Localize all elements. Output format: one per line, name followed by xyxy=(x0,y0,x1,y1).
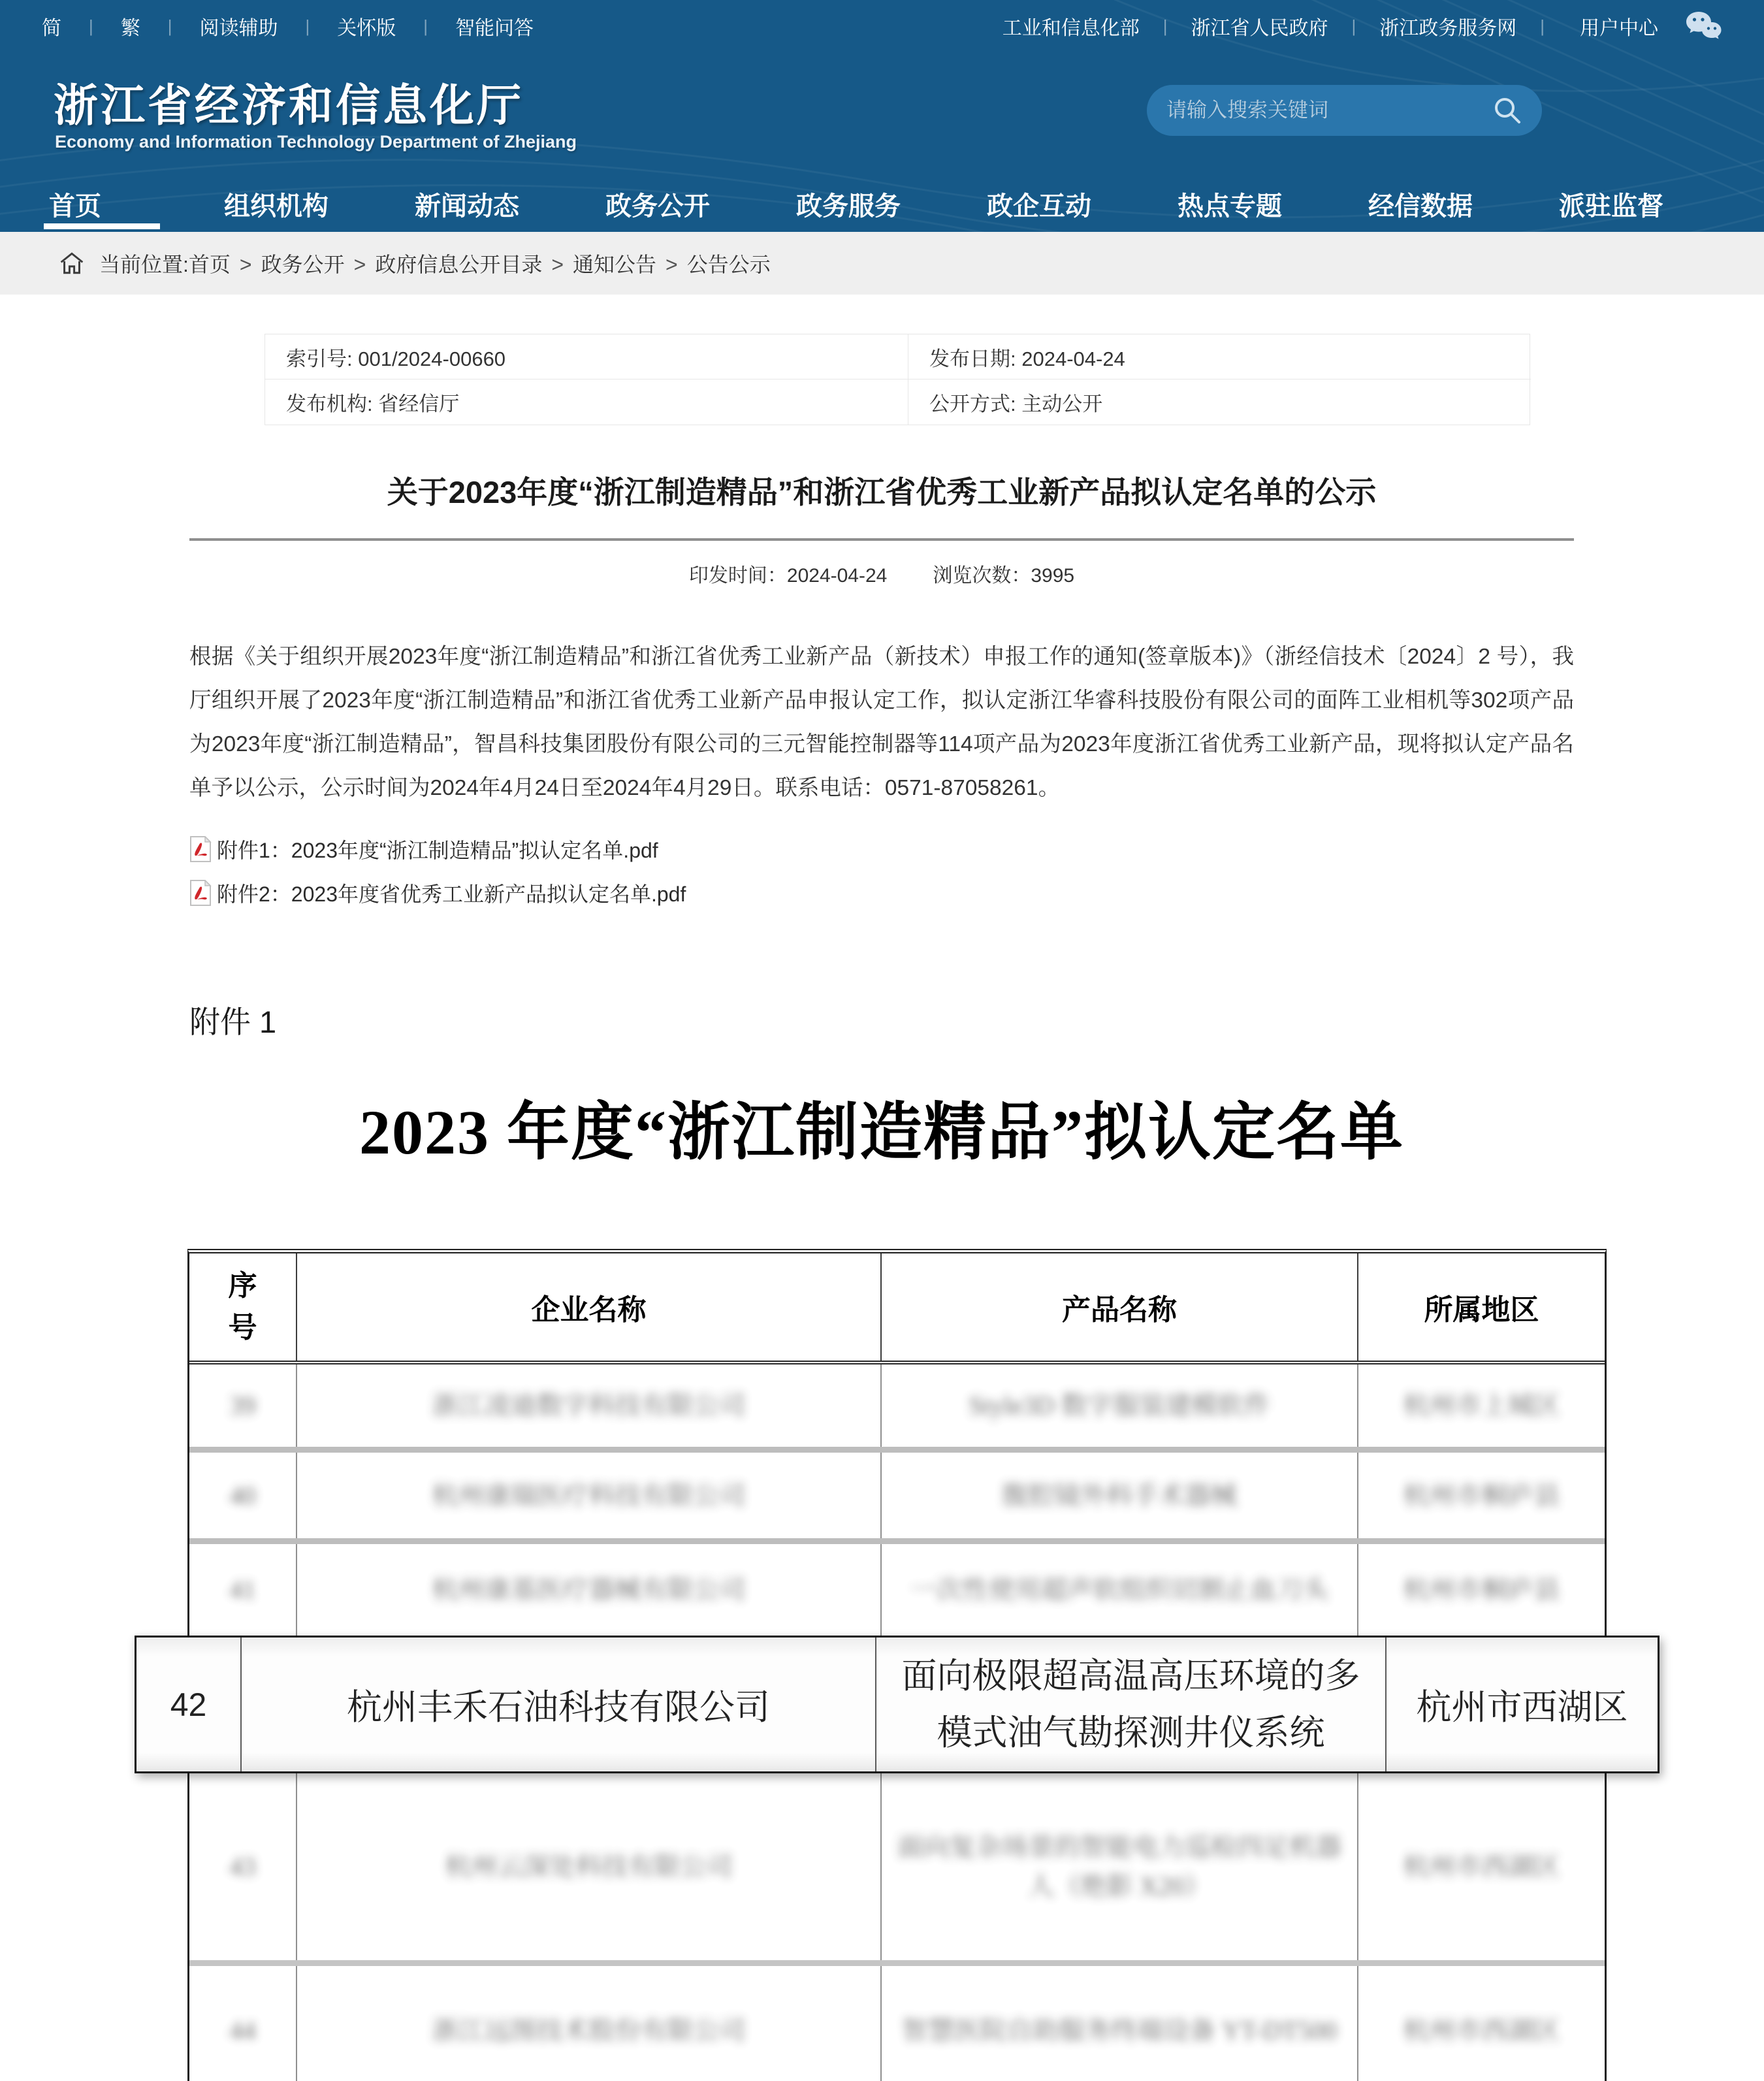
table-row xyxy=(189,1544,1605,1636)
toplink-zj-service[interactable]: 浙江政务服务网 | xyxy=(1379,12,1568,40)
row-product: 腹腔镜外科手术器械 xyxy=(1002,1480,1237,1510)
site-header xyxy=(0,0,1764,232)
row-seq: 44 xyxy=(229,2016,256,2045)
issue-time-value: 2024-04-24 xyxy=(786,565,888,587)
topbar xyxy=(0,0,1764,52)
breadcrumb xyxy=(59,248,771,278)
header-product: 产品名称 xyxy=(882,1253,1358,1361)
row-company: 浙江远图技术股份有限公司 xyxy=(432,2016,746,2045)
pdf-icon xyxy=(189,836,212,862)
row-product: 智慧医院自助服务终端设备 YT-DT500 xyxy=(901,2016,1338,2045)
doc-publisher: 发布机构: 省经信厅 xyxy=(265,379,908,425)
row-seq: 39 xyxy=(229,1391,256,1420)
toplink-simplified[interactable]: 简 | xyxy=(42,12,121,40)
header-seq: 序号 xyxy=(189,1253,297,1361)
breadcrumb-bar xyxy=(0,232,1764,295)
row-seq: 42 xyxy=(136,1637,242,1771)
toplink-reading-aid[interactable]: 阅读辅助 | xyxy=(200,12,338,40)
row-company: 杭州云深处科技有限公司 xyxy=(445,1852,733,1881)
nav-item-interaction[interactable]: 政企互动 xyxy=(987,192,1091,221)
highlighted-row-42 xyxy=(135,1636,1660,1773)
nav-item-data[interactable]: 经信数据 xyxy=(1368,192,1473,221)
topbar-right-links xyxy=(1002,12,1658,40)
row-product: 一次性使用超声软组织切割止血刀头 xyxy=(910,1575,1328,1604)
nav-item-gov-info[interactable]: 政务公开 xyxy=(605,192,710,221)
breadcrumb-catalog[interactable]: 政府信息公开目录 > xyxy=(375,248,573,278)
attachment-2-label: 附件2：2023年度省优秀工业新产品拟认定名单.pdf xyxy=(217,882,686,906)
row-product: Style3D 数字服装建模软件 xyxy=(969,1391,1270,1420)
document-info-table xyxy=(265,334,1530,425)
toplink-zj-gov[interactable]: 浙江省人民政府 | xyxy=(1191,12,1379,40)
toplink-user-center[interactable]: 用户中心 xyxy=(1580,18,1658,39)
nav-item-news[interactable]: 新闻动态 xyxy=(415,192,519,221)
attachment-1-label: 附件1：2023年度“浙江制造精品”拟认定名单.pdf xyxy=(217,838,658,862)
attachment-link-2[interactable] xyxy=(189,871,1574,914)
views-value: 3995 xyxy=(1031,565,1075,587)
doc-publish-date: 发布日期: 2024-04-24 xyxy=(908,334,1531,379)
breadcrumb-label: 当前位置: xyxy=(99,253,189,276)
row-company: 杭州康基医疗器械有限公司 xyxy=(432,1575,746,1604)
header-region: 所属地区 xyxy=(1424,1294,1539,1326)
annex-table xyxy=(170,1249,1628,2081)
row-company: 杭州康瑞医疗科技有限公司 xyxy=(432,1480,746,1510)
row-seq: 41 xyxy=(229,1575,256,1604)
row-region: 杭州市上城区 xyxy=(1403,1391,1560,1420)
row-region: 杭州市桐庐县 xyxy=(1403,1575,1560,1604)
row-region: 杭州市西湖区 xyxy=(1416,1688,1628,1727)
doc-index-number: 索引号: 001/2024-00660 xyxy=(265,334,908,379)
logo-area xyxy=(0,52,1764,176)
toplink-smart-qa[interactable]: 智能问答 xyxy=(455,18,534,39)
table-row xyxy=(189,1453,1605,1544)
row-region: 杭州市桐庐县 xyxy=(1403,1480,1560,1510)
issue-time-label: 印发时间： xyxy=(688,565,787,587)
title-divider xyxy=(189,538,1574,541)
row-company: 浙江凌迪数字科技有限公司 xyxy=(432,1391,746,1420)
article-meta xyxy=(189,559,1574,588)
main-navigation xyxy=(0,176,1764,232)
views-label: 浏览次数： xyxy=(933,565,1031,587)
breadcrumb-home[interactable]: 首页 > xyxy=(189,248,261,278)
toplink-traditional[interactable]: 繁 | xyxy=(121,12,200,40)
wechat-icon[interactable] xyxy=(1684,10,1722,42)
search-box xyxy=(1147,85,1542,136)
article-title: 关于2023年度“浙江制造精品”和浙江省优秀工业新产品拟认定名单的公示 xyxy=(387,475,1377,509)
table-row xyxy=(189,1364,1605,1453)
annex-table-title: 2023 年度“浙江制造精品”拟认定名单 xyxy=(359,1097,1404,1167)
row-seq: 40 xyxy=(229,1480,256,1510)
site-logo-title: 浙江省经济和信息化厅 xyxy=(54,81,524,131)
table-row xyxy=(189,1966,1605,2081)
home-icon xyxy=(59,251,85,275)
article-body: 根据《关于组织开展2023年度“浙江制造精品”和浙江省优秀工业新产品（新技术）申报工作的通知(签章版本)》（浙经信技术〔2024〕2 号），我厅组织开展了2023年度“浙江制造精品”和浙江省优秀工业新产品申报认定工作，拟认定浙江华睿科技股份有限公司的面阵工业相机等302项产品为2023年度“浙江制造精品”，智昌科技集团股份有限公司的三元智能控制器等114项产品为2023年度浙江省优秀工业新产品，现将拟认定产品名单予以公示，公示时间为2024年4月24日至2024年4月29日。联系电话：0571-87058261。 xyxy=(189,645,1574,800)
row-product: 面向复杂场景的智能电力巡检四足机器人（绝影 X20） xyxy=(897,1832,1341,1901)
breadcrumb-current: 公告公示 xyxy=(686,253,771,276)
row-seq: 43 xyxy=(229,1852,256,1881)
nav-item-gov-services[interactable]: 政务服务 xyxy=(796,192,901,221)
doc-publicity-method: 公开方式: 主动公开 xyxy=(929,393,1103,415)
pdf-icon xyxy=(189,880,212,906)
breadcrumb-gov-info[interactable]: 政务公开 > xyxy=(261,248,376,278)
site-logo-subtitle: Economy and Information Technology Department of Zhejiang xyxy=(55,132,577,152)
nav-item-organization[interactable]: 组织机构 xyxy=(224,192,329,221)
nav-item-supervision[interactable]: 派驻监督 xyxy=(1559,192,1663,221)
header-company: 企业名称 xyxy=(297,1253,882,1361)
main-content xyxy=(0,334,1764,2081)
search-input[interactable] xyxy=(1166,99,1492,122)
toplink-care-version[interactable]: 关怀版 | xyxy=(337,12,455,40)
row-company: 杭州丰禾石油科技有限公司 xyxy=(242,1637,876,1771)
row-region: 杭州市西湖区 xyxy=(1403,2016,1560,2045)
table-header-row xyxy=(189,1253,1605,1364)
attachments xyxy=(189,827,1574,914)
annex-heading: 附件 1 xyxy=(189,1005,277,1039)
nav-item-hot-topics[interactable]: 热点专题 xyxy=(1178,192,1282,221)
nav-item-home[interactable]: 首页 xyxy=(49,176,101,232)
attachment-link-1[interactable] xyxy=(189,827,1574,871)
breadcrumb-notices[interactable]: 通知公告 > xyxy=(573,248,687,278)
article xyxy=(189,468,1574,1172)
table-row xyxy=(189,1773,1605,1966)
row-region: 杭州市西湖区 xyxy=(1403,1852,1560,1881)
row-product: 面向极限超高温高压环境的多模式油气勘探测井仪系统 xyxy=(876,1637,1387,1771)
topbar-left-links xyxy=(42,12,534,40)
toplink-miit[interactable]: 工业和信息化部 | xyxy=(1002,12,1191,40)
search-icon[interactable] xyxy=(1492,95,1522,125)
